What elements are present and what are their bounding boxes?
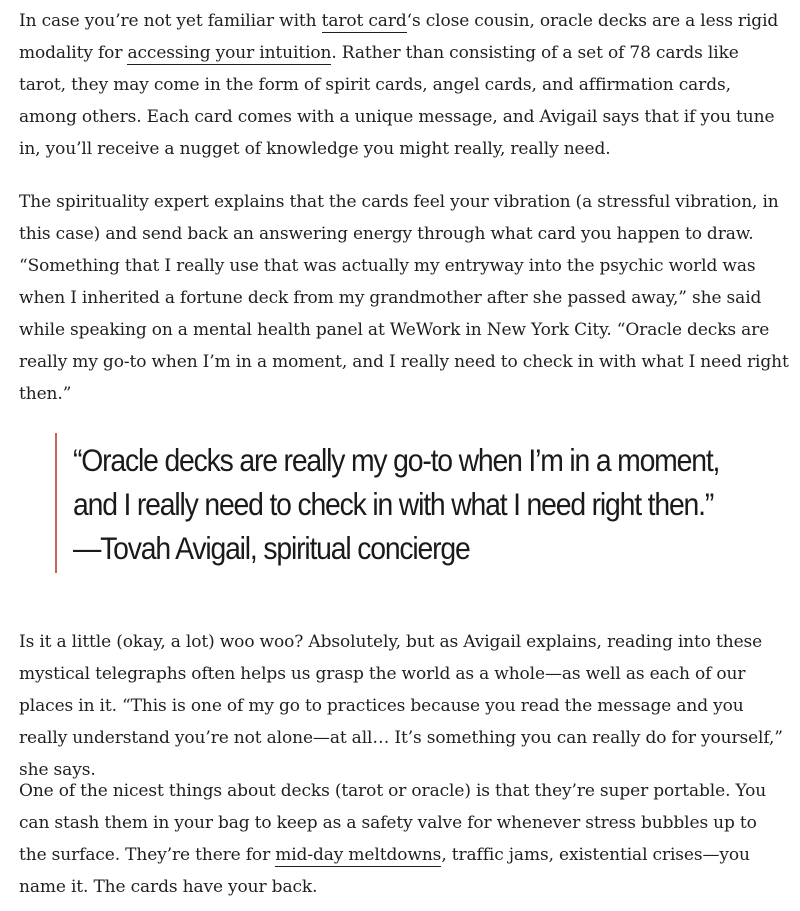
paragraph-text: ‘s close cousin, oracle decks are a less rigid modality for [19,11,779,63]
paragraph-text: , traffic jams, existential crises—you name it. The cards have your back. [19,845,750,897]
paragraph-text: In case you’re not yet familiar with [19,11,322,31]
paragraph-spirituality-expert: The spirituality expert explains that the cards feel your vibration (a stressful vibration, in this case) and send back an answering energy through what card you happen to draw. “Something that I really use that was actually my entryway into the psychic world was when I inherited a fortune deck from my grandmother after she passed away,” she said while speaking on a mental health panel at WeWork in New York City. “Oracle decks are really my go-to when I’m in a moment, and I really need to check in with what I need right then.” [19,192,789,404]
tarot-card-link[interactable]: tarot card [321,11,407,31]
paragraph-text: . Rather than consisting of a set of 78 cards like tarot, they may come in the form of spirit cards, angel cards, and affirmation cards, among others. Each card comes with a unique message, and Avigail says that if you tune in, you’ll receive a nugget of knowledge you might really, really need. [19,43,775,159]
mid-day-meltdowns-link[interactable]: mid-day meltdowns [275,845,442,865]
pull-quote [55,433,790,573]
pull-quote-attribution: —Tovah Avigail, spiritual concierge [73,530,470,566]
paragraph-text: One of the nicest things about decks (tarot or oracle) is that they’re super portable. You can stash them in your bag to keep as a safety valve for whenever stress bubbles up to the surface. They’re there for [19,781,767,865]
paragraph-portable-decks [19,775,789,903]
paragraph-woo-woo: Is it a little (okay, a lot) woo woo? Absolutely, but as Avigail explains, reading into these mystical telegraphs often helps us grasp the world as a whole—as well as each of our places in it. “This is one of my go to practices because you read the message and you really understand you’re not alone—at all… It’s something you can really do for yourself,” she says. [19,632,783,780]
pull-quote-line-1: “Oracle decks are really my go-to when I’m in a moment, [73,442,720,478]
paragraph-oracle-decks-intro [19,5,789,165]
pull-quote-line-2: and I really need to check in with what I need right then.” [73,486,714,522]
accessing-intuition-link[interactable]: accessing your intuition [127,43,332,63]
